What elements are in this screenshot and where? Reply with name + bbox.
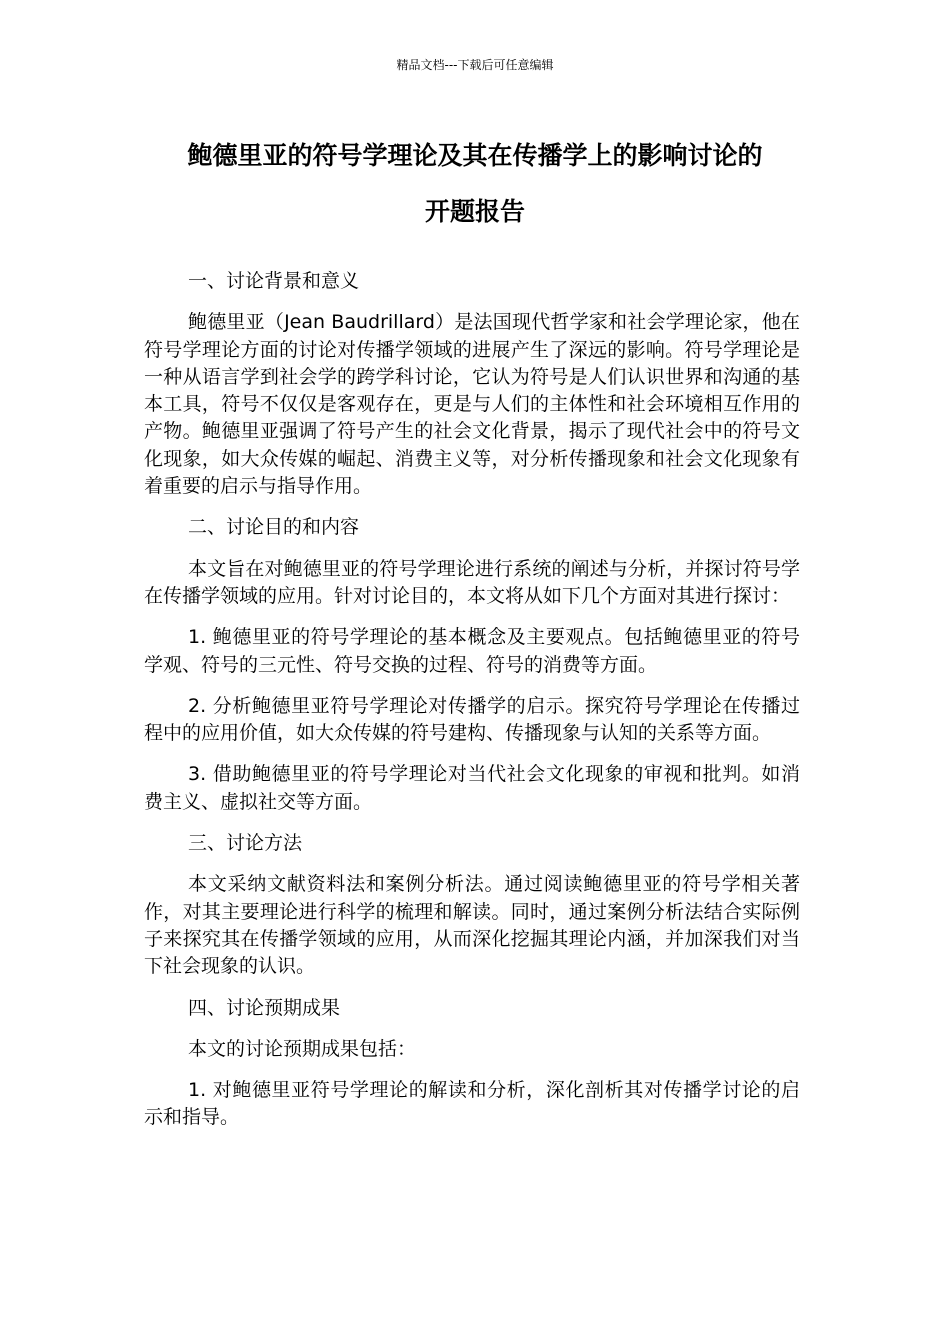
document-body (144, 268, 800, 1146)
title-line-1: 鲍德里亚的符号学理论及其在传播学上的影响讨论的 (187, 141, 763, 170)
list-item-outcomes-1: 1. 对鲍德里亚符号学理论的解读和分析，深化剖析其对传播学讨论的启示和指导。 (144, 1079, 800, 1129)
section-heading-method: 三、讨论方法 (188, 832, 303, 855)
paragraph-outcomes: 本文的讨论预期成果包括： (188, 1037, 417, 1060)
section-heading-purpose: 二、讨论目的和内容 (188, 516, 360, 539)
paragraph-background: 鲍德里亚（Jean Baudrillard）是法国现代哲学家和社会学理论家，他在符号学理论方面的讨论对传播学领域的进展产生了深远的影响。符号学理论是一种从语言学到社会学的跨学科讨论，它认为符号是人们认识世界和沟通的基本工具，符号不仅仅是客观存在，更是与人们的主体性和社会环境相互作用的产物。鲍德里亚强调了符号产生的社会文化背景，揭示了现代社会中的符号文化现象，如大众传媒的崛起、消费主义等，对分析传播现象和社会文化现象有着重要的启示与指导作用。 (144, 311, 800, 498)
paragraph-method: 本文采纳文献资料法和案例分析法。通过阅读鲍德里亚的符号学相关著作，对其主要理论进行科学的梳理和解读。同时，通过案例分析法结合实际例子来探究其在传播学领域的应用，从而深化挖掘其理论内涵，并加深我们对当下社会现象的认识。 (144, 873, 800, 978)
section-heading-outcomes: 四、讨论预期成果 (188, 996, 341, 1019)
section-heading-background: 一、讨论背景和意义 (188, 270, 360, 292)
paragraph-purpose: 本文旨在对鲍德里亚的符号学理论进行系统的阐述与分析，并探讨符号学在传播学领域的应用。针对讨论目的，本文将从如下几个方面对其进行探讨： (144, 557, 800, 607)
list-item-purpose-3: 3. 借助鲍德里亚的符号学理论对当代社会文化现象的审视和批判。如消费主义、虚拟社交等方面。 (144, 763, 800, 813)
document-title (120, 128, 830, 240)
list-item-purpose-1: 1. 鲍德里亚的符号学理论的基本概念及主要观点。包括鲍德里亚的符号学观、符号的三元性、符号交换的过程、符号的消费等方面。 (144, 626, 800, 676)
title-line-2: 开题报告 (424, 197, 525, 226)
list-item-purpose-2: 2. 分析鲍德里亚符号学理论对传播学的启示。探究符号学理论在传播过程中的应用价值，如大众传媒的符号建构、传播现象与认知的关系等方面。 (144, 694, 800, 745)
header-note: 精品文档---下载后可任意编辑 (396, 58, 554, 72)
